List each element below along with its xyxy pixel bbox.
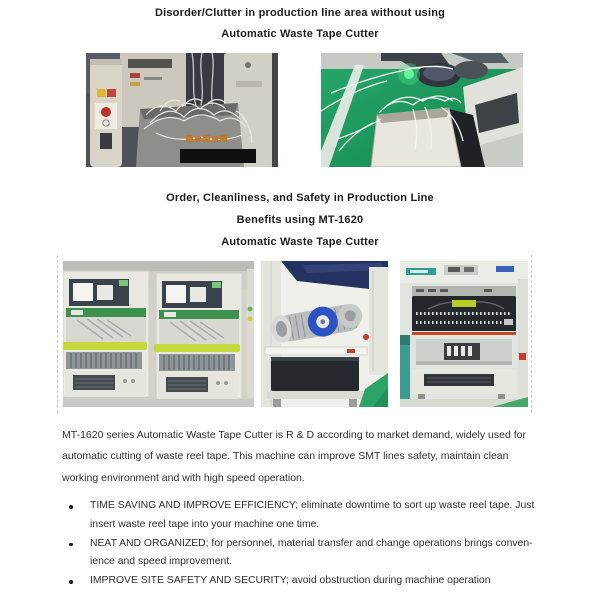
red-button	[363, 334, 369, 340]
heading-benefits-line1: Order, Cleanliness, and Safety in Production Line	[166, 192, 434, 204]
photo-feeder-machine-art	[400, 261, 528, 407]
paragraph-line: working environment and with high speed operation.	[62, 471, 305, 484]
dark-cabinet	[271, 357, 359, 391]
indicator-green	[248, 307, 253, 312]
heading-disorder-line2: Automatic Waste Tape Cutter	[221, 28, 379, 40]
timestamp-overlay	[186, 135, 227, 142]
heading-benefits	[0, 187, 600, 253]
bullet-line: ience and speed improvement.	[90, 556, 233, 568]
heading-disorder	[0, 3, 600, 45]
bullet-marker	[62, 572, 90, 591]
orange-stripe	[412, 332, 516, 335]
highlight-label	[452, 300, 476, 307]
bullet-line: IMPROVE SITE SAFETY AND SECURITY; avoid obstruction during machine operation	[90, 575, 491, 587]
photo-reels-closeup	[261, 261, 388, 407]
emergency-stop-column	[90, 59, 122, 167]
bullet-time-saving	[62, 497, 534, 535]
emergency-stop-button	[101, 107, 111, 117]
bullet-neat-organized	[62, 535, 534, 573]
photo-caption-bar	[180, 149, 256, 163]
lime-rail	[63, 342, 147, 350]
heading-benefits-line3: Automatic Waste Tape Cutter	[221, 236, 379, 248]
body-paragraph	[62, 425, 526, 489]
bullet-line: insert waste reel tape into your machine one time.	[90, 518, 320, 530]
photo-clutter-machines-art	[86, 53, 278, 167]
blue-sign	[496, 266, 514, 272]
bullet-marker	[62, 497, 90, 535]
frame-guide-left	[57, 255, 58, 413]
photo-clutter-floor-art	[321, 53, 523, 167]
photo-clutter-floor	[321, 53, 523, 167]
photo-reels-closeup-art	[261, 261, 388, 407]
red-box	[519, 353, 526, 360]
paragraph-line: MT-1620 series Automatic Waste Tape Cutter is R & D according to market demand, widely used for	[62, 429, 526, 441]
bullet-line: NEAT AND ORGANIZED; for personnel, material transfer and change operations brings conven-	[90, 537, 533, 549]
indicator-yellow	[248, 317, 253, 322]
bullet-line: TIME SAVING AND IMPROVE EFFICIENCY; eliminate downtime to sort up waste reel tape. Just	[90, 500, 535, 511]
paragraph-line: automatic cutting of waste reel tape. This machine can improve SMT lines safety, maintain clean	[62, 450, 509, 463]
heading-disorder-line1: Disorder/Clutter in production line area without using	[154, 7, 446, 19]
heading-benefits-line2: Benefits using MT-1620	[236, 214, 364, 226]
bullet-marker	[62, 535, 90, 573]
benefits-bullet-list	[62, 497, 534, 591]
photo-clutter-machines	[86, 53, 278, 167]
bullet-site-safety	[62, 572, 534, 591]
teal-equipment	[400, 335, 410, 407]
photo-clean-line	[63, 261, 254, 407]
photo-clean-line-art	[63, 261, 254, 407]
photo-feeder-machine	[400, 261, 528, 407]
base-vent	[424, 374, 494, 386]
smt-machine	[63, 271, 159, 397]
frame-guide-right	[531, 255, 532, 413]
